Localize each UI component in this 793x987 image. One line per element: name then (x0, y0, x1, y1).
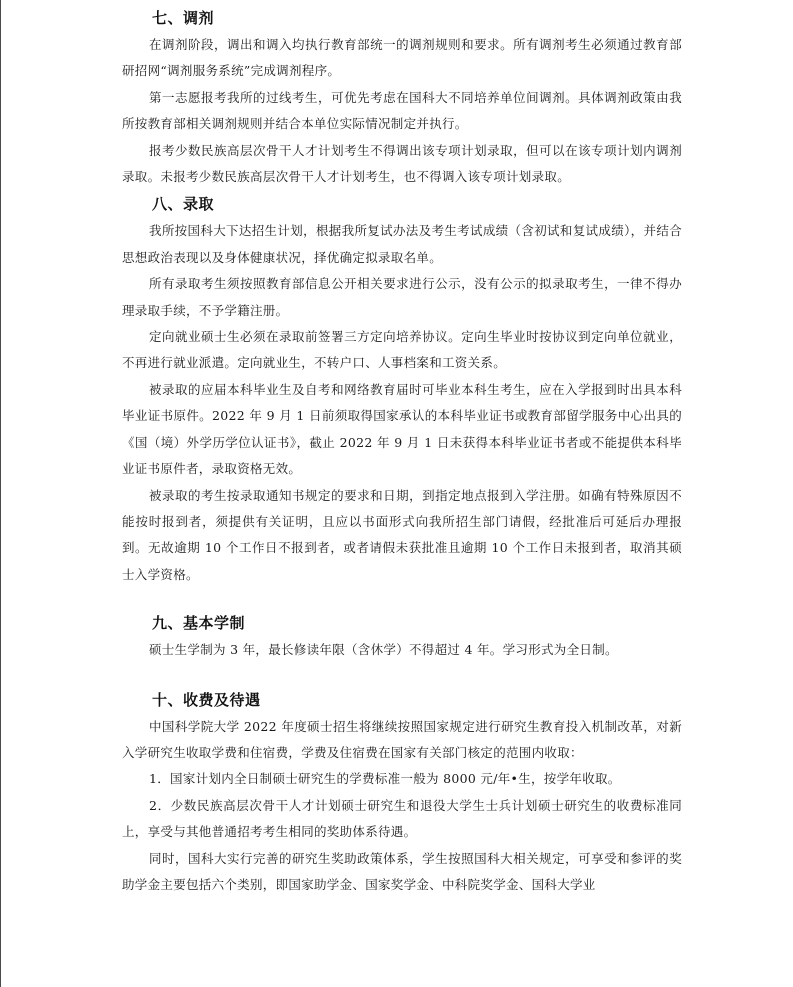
paragraph: 定向就业硕士生必须在录取前签署三方定向培养协议。定向生毕业时按协议到定向单位就业，不再进行就业派遣。定向就业生，不转户口、人事档案和工资关系。 (122, 329, 682, 371)
page-left-border (0, 0, 1, 987)
section-heading-admission: 八、录取 (152, 195, 215, 214)
paragraph: 我所按国科大下达招生计划，根据我所复试办法及考生考试成绩（含初试和复试成绩），并结合思想政治表现以及身体健康状况，择优确定拟录取名单。 (122, 223, 682, 265)
paragraph: 硕士生学制为 3 年，最长修读年限（含休学）不得超过 4 年。学习形式为全日制。 (149, 642, 618, 658)
paragraph: 1．国家计划内全日制硕士研究生的学费标准一般为 8000 元/年•生，按学年收取。 (149, 771, 621, 787)
paragraph: 第一志愿报考我所的过线考生，可优先考虑在国科大不同培养单位间调剂。具体调剂政策由我所按教育部相关调剂规则并结合本单位实际情况制定并执行。 (122, 89, 682, 132)
section-heading-duration: 九、基本学制 (152, 614, 246, 633)
paragraph: 2．少数民族高层次骨干人才计划硕士研究生和退役大学生士兵计划硕士研究生的收费标准同上，享受与其他普通招考考生相同的奖助体系待遇。 (122, 797, 682, 840)
paragraph: 同时，国科大实行完善的研究生奖助政策体系，学生按照国科大相关规定，可享受和参评的奖助学金主要包括六个类别，即国家助学金、国家奖学金、中科院奖学金、国科大学业 (122, 850, 682, 892)
paragraph: 所有录取考生须按照教育部信息公开相关要求进行公示，没有公示的拟录取考生，一律不得办理录取手续，不予学籍注册。 (122, 276, 682, 318)
paragraph: 中国科学院大学 2022 年度硕士招生将继续按照国家规定进行研究生教育投入机制改革，对新入学研究生收取学费和住宿费，学费及住宿费在国家有关部门核定的范围内收取： (122, 718, 682, 760)
paragraph: 在调剂阶段，调出和调入均执行教育部统一的调剂规则和要求。所有调剂考生必须通过教育部研招网“调剂服务系统”完成调剂程序。 (122, 37, 682, 79)
paragraph: 被录取的应届本科毕业生及自考和网络教育届时可毕业本科生考生，应在入学报到时出具本科毕业证书原件。2022 年 9 月 1 日前须取得国家承认的本科毕业证书或教育部留学服务中心出具的《国（境）外学历学位认证书》，截止 2022 年 9 月 1 日未获得本科毕业证书者或不能提供本科毕业证书原件者，录取资格无效。 (122, 381, 682, 477)
document-body (122, 4, 682, 898)
paragraph: 被录取的考生按录取通知书规定的要求和日期，到指定地点报到入学注册。如确有特殊原因不能按时报到者，须提供有关证明，且应以书面形式向我所招生部门请假，经批准后可延后办理报到。无故逾期 10 个工作日不报到者，或者请假未获批准且逾期 10 个工作日未报到者，取消其硕士入学资格。 (122, 487, 682, 582)
section-heading-fees: 十、收费及待遇 (152, 690, 261, 709)
paragraph: 报考少数民族高层次骨干人才计划考生不得调出该专项计划录取，但可以在该专项计划内调剂录取。未报考少数民族高层次骨干人才计划考生，也不得调入该专项计划录取。 (122, 142, 682, 185)
section-heading-adjustment: 七、调剂 (152, 9, 215, 27)
